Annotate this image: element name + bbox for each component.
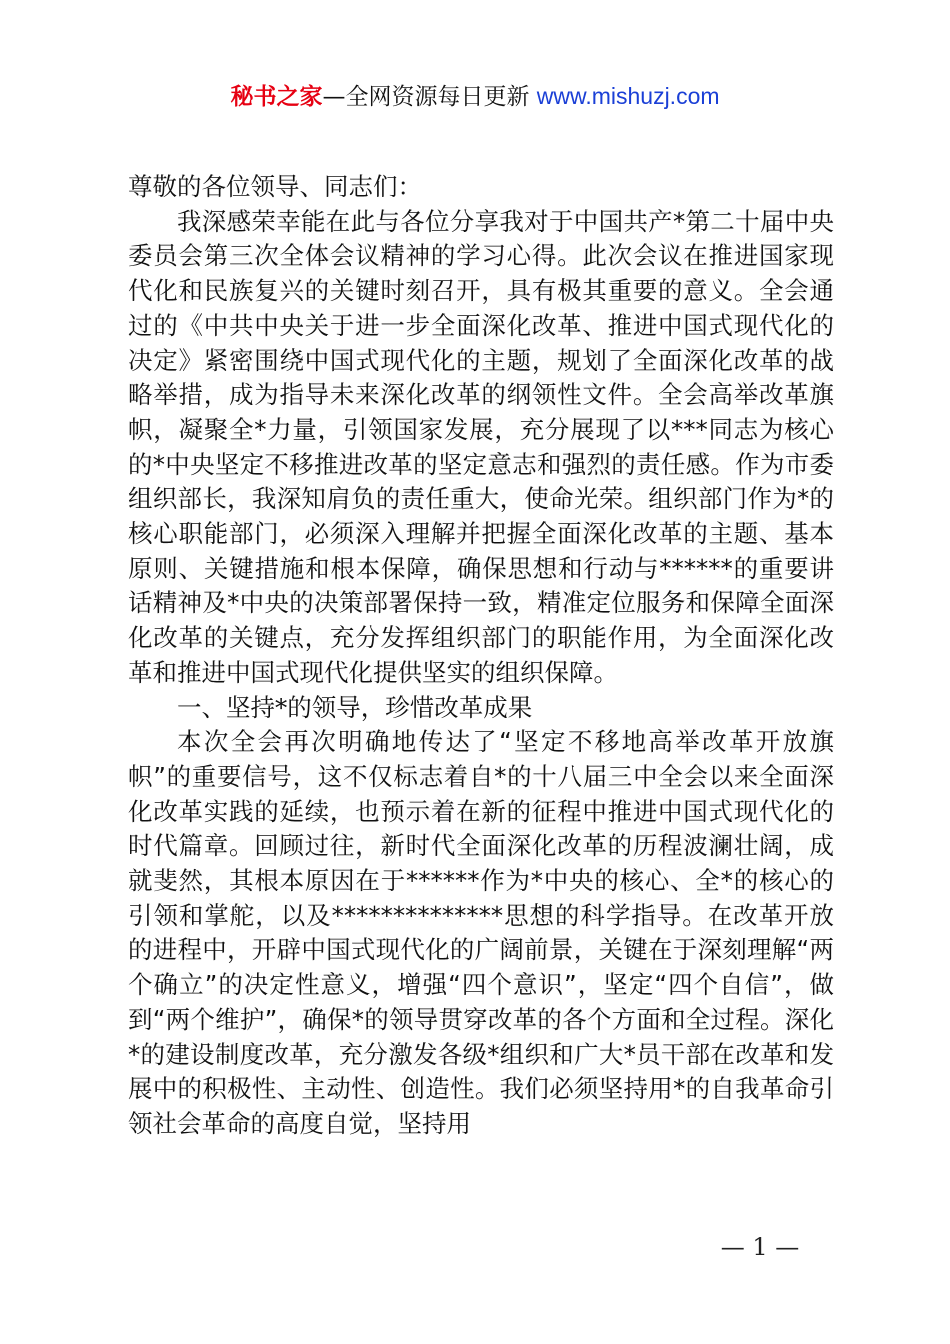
site-brand: 秘书之家 <box>230 84 323 110</box>
section-paragraph: 本次全会再次明确地传达了“坚定不移地高举改革开放旗帜”的重要信号，这不仅标志着自*的十八届三中全会以来全面深化改革实践的延续，也预示着在新的征程中推进中国式现代化的时代篇章。回顾过往，新时代全面深化改革的历程波澜壮阔，成就斐然，其根本原因在于******作为*中央的核心、全*的核心的引领和掌舵，以及**************思想的科学指导。在改革开放的进程中，开辟中国式现代化的广阔前景，关键在于深刻理解“两个确立”的决定性意义，增强“四个意识”，坚定“四个自信”，做到“两个维护”，确保*的领导贯穿改革的各个方面和全过程。深化*的建设制度改革，充分激发各级*组织和广大*员干部在改革和发展中的积极性、主动性、创造性。我们必须坚持用*的自我革命引领社会革命的高度自觉，坚持用 <box>128 727 834 1138</box>
salutation: 尊敬的各位领导、同志们： <box>128 172 422 201</box>
site-url-link[interactable]: www.mishuzj.com <box>536 83 720 109</box>
document-body <box>128 170 834 1142</box>
intro-paragraph: 我深感荣幸能在此与各位分享我对于中国共产*第二十届中央委员会第三次全体会议精神的学习心得。此次会议在推进国家现代化和民族复兴的关键时刻召开，具有极其重要的意义。全会通过的《中共中央关于进一步全面深化改革、推进中国式现代化的决定》紧密围绕中国式现代化的主题，规划了全面深化改革的战略举措，成为指导未来深化改革的纲领性文件。全会高举改革旗帜，凝聚全*力量，引领国家发展，充分展现了以***同志为核心的*中央坚定不移推进改革的坚定意志和强烈的责任感。作为市委组织部长，我深知肩负的责任重大，使命光荣。组织部门作为*的核心职能部门，必须深入理解并把握全面深化改革的主题、基本原则、关键措施和根本保障，确保思想和行动与******的重要讲话精神及*中央的决策部署保持一致，精准定位服务和保障全面深化改革的关键点，充分发挥组织部门的职能作用，为全面深化改革和推进中国式现代化提供坚实的组织保障。 <box>128 206 834 687</box>
page-header <box>0 80 950 113</box>
page-number: — 1 — <box>720 1233 800 1261</box>
site-tagline: —全网资源每日更新 <box>322 84 530 110</box>
section-heading: 一、坚持*的领导，珍惜改革成果 <box>177 692 533 722</box>
